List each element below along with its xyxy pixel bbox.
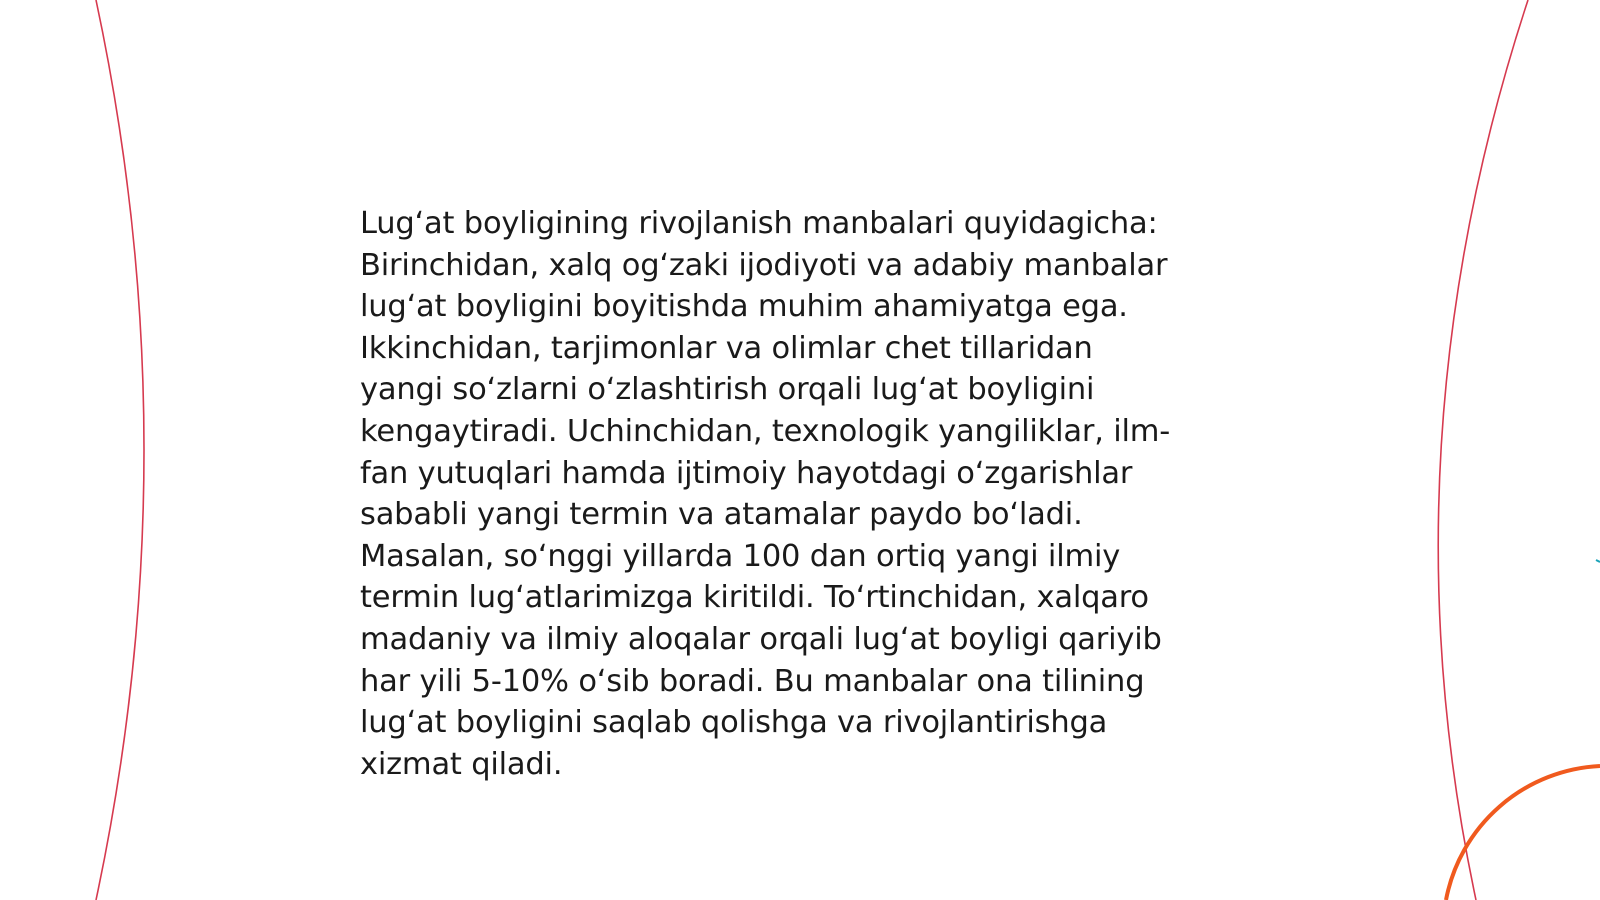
text-line: kengaytiradi. Uchinchidan, texnologik yangiliklar, ilm- bbox=[360, 413, 1171, 449]
teal-accent-mark bbox=[1596, 560, 1600, 562]
right-arc bbox=[1438, 0, 1528, 900]
left-arc bbox=[96, 0, 144, 900]
text-line: yangi soʻzlarni oʻzlashtirish orqali lugʻat boyligini bbox=[360, 372, 1095, 408]
text-line: sababli yangi termin va atamalar paydo boʻladi. bbox=[360, 497, 1083, 533]
body-paragraph bbox=[360, 203, 1240, 785]
text-line: Masalan, soʻnggi yillarda 100 dan ortiq yangi ilmiy bbox=[360, 538, 1121, 574]
text-line: Lugʻat boyligining rivojlanish manbalari quyidagicha: bbox=[360, 206, 1158, 241]
text-line: Ikkinchidan, tarjimonlar va olimlar chet tillaridan bbox=[360, 330, 1093, 366]
orange-accent-arc bbox=[1446, 766, 1600, 900]
text-line: madaniy va ilmiy aloqalar orqali lugʻat boyligi qariyib bbox=[360, 621, 1162, 657]
text-line: lugʻat boyligini boyitishda muhim ahamiyatga ega. bbox=[360, 289, 1128, 325]
text-line: Birinchidan, xalq ogʻzaki ijodiyoti va adabiy manbalar bbox=[360, 247, 1168, 283]
text-line: fan yutuqlari hamda ijtimoiy hayotdagi oʻzgarishlar bbox=[360, 455, 1133, 491]
text-line: xizmat qiladi. bbox=[360, 746, 563, 782]
text-line: lugʻat boyligini saqlab qolishga va rivojlantirishga bbox=[360, 705, 1108, 741]
text-line: termin lugʻatlarimizga kiritildi. Toʻrtinchidan, xalqaro bbox=[360, 580, 1149, 616]
text-line: har yili 5-10% oʻsib boradi. Bu manbalar ona tilining bbox=[360, 663, 1145, 699]
